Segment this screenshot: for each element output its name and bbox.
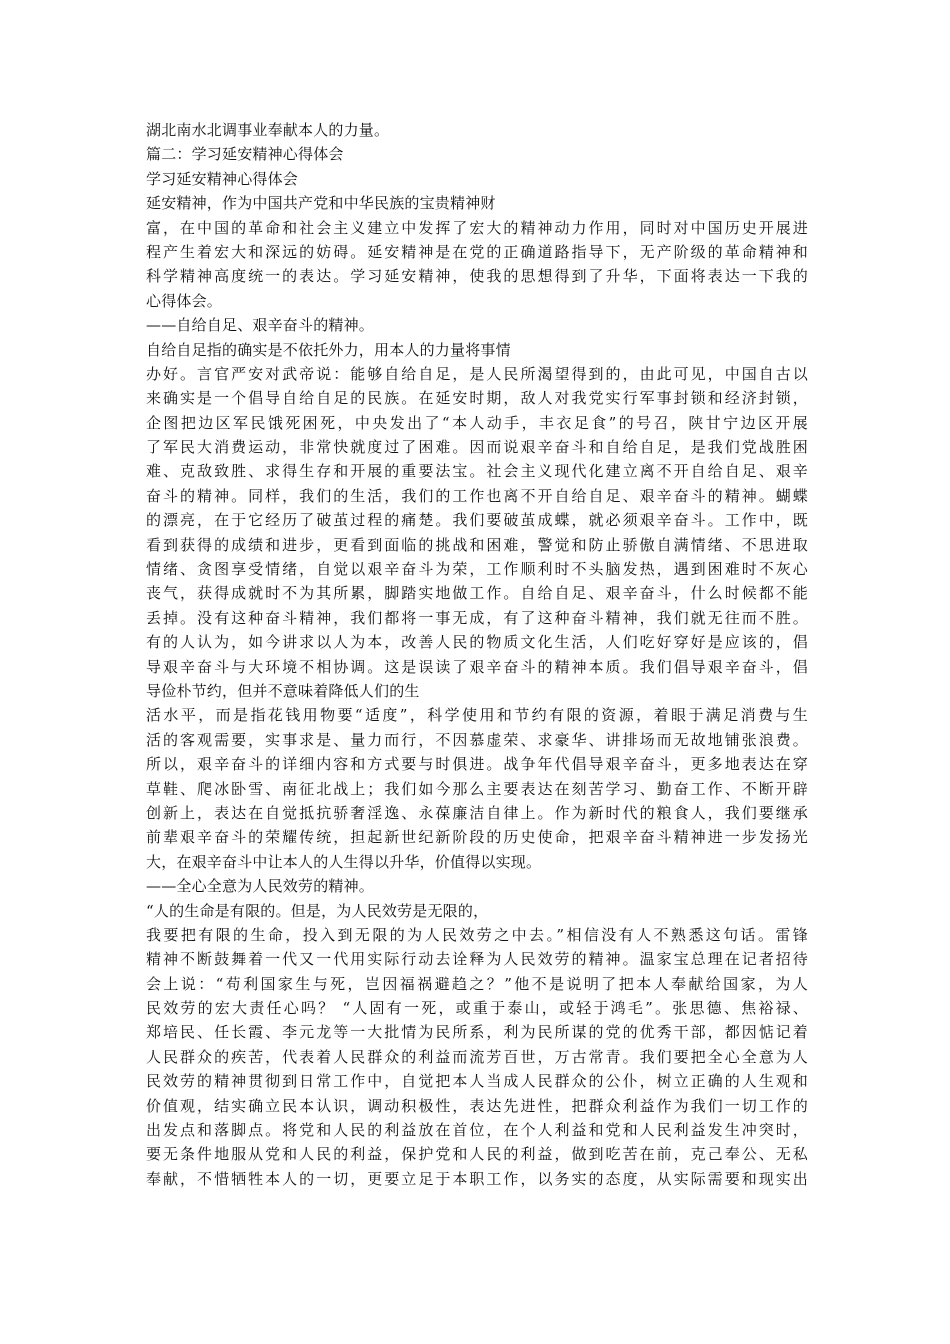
text-line: 出发点和落脚点。将党和人民的利益放在首位，在个人利益和党和人民利益发生冲突时， xyxy=(146,1121,808,1140)
text-line: 篇二：学习延安精神心得体会 xyxy=(146,145,344,164)
text-line: 导艰辛奋斗与大环境不相协调。这是误读了艰辛奋斗的精神本质。我们倡导艰辛奋斗，倡 xyxy=(146,657,808,676)
text-line: 民效劳的宏大责任心吗？ “人固有一死，或重于泰山，或轻于鸿毛”。张思德、焦裕禄、 xyxy=(146,999,808,1018)
text-line: 奉献，不惜牺牲本人的一切，更要立足于本职工作，以务实的态度，从实际需要和现实出 xyxy=(146,1169,808,1188)
text-line: 郑培民、任长霞、李元龙等一大批情为民所系，利为民所谋的党的优秀干部，都因惦记着 xyxy=(146,1023,808,1042)
text-line: 科学精神高度统一的表达。学习延安精神，使我的思想得到了升华，下面将表达一下我的 xyxy=(146,267,808,286)
text-line: 来确实是一个倡导自给自足的民族。在延安时期，敌人对我党实行军事封锁和经济封锁， xyxy=(146,389,808,408)
text-line: 民效劳的精神贯彻到日常工作中，自觉把本人当成人民群众的公仆，树立正确的人生观和 xyxy=(146,1072,808,1091)
text-line: 心得体会。 xyxy=(146,291,223,310)
text-line: 企图把边区军民饿死困死，中央发出了“本人动手，丰衣足食”的号召，陕甘宁边区开展 xyxy=(146,413,808,432)
text-line: 精神不断鼓舞着一代又一代用实际行动去诠释为人民效劳的精神。温家宝总理在记者招待 xyxy=(146,950,808,969)
text-line: 导俭朴节约，但并不意味着降低人们的生 xyxy=(146,681,420,700)
text-line: ——全心全意为人民效劳的精神。 xyxy=(146,877,375,896)
text-line: 看到获得的成绩和进步，更看到面临的挑战和困难，警觉和防止骄傲自满情绪、不思进取 xyxy=(146,535,808,554)
text-line: 延安精神，作为中国共产党和中华民族的宝贵精神财 xyxy=(146,194,496,213)
text-line: 我要把有限的生命，投入到无限的为人民效劳之中去。”相信没有人不熟悉这句话。雷锋 xyxy=(146,925,808,944)
text-line: 情绪、贪图享受情绪，自觉以艰辛奋斗为荣，工作顺利时不头脑发热，遇到困难时不灰心 xyxy=(146,560,808,579)
text-line: 学习延安精神心得体会 xyxy=(146,169,299,188)
text-line: 活的客观需要，实事求是、量力而行，不因慕虚荣、求豪华、讲排场而无故地铺张浪费。 xyxy=(146,730,808,749)
text-line: 要无条件地服从党和人民的利益，保护党和人民的利益，做到吃苦在前，克己奉公、无私 xyxy=(146,1145,808,1164)
text-line: 程产生着宏大和深远的妨碍。延安精神是在党的正确道路指导下，无产阶级的革命精神和 xyxy=(146,242,808,261)
text-line: 的漂亮，在于它经历了破茧过程的痛楚。我们要破茧成蝶，就必须艰辛奋斗。工作中，既 xyxy=(146,511,808,530)
text-line: 价值观，结实确立民本认识，调动积极性，表达先进性，把群众利益作为我们一切工作的 xyxy=(146,1096,808,1115)
text-line: 自给自足指的确实是不依托外力，用本人的力量将事情 xyxy=(146,340,511,359)
text-line: 所以，艰辛奋斗的详细内容和方式要与时俱进。战争年代倡导艰辛奋斗，更多地表达在穿 xyxy=(146,755,808,774)
text-line: ——自给自足、艰辛奋斗的精神。 xyxy=(146,316,375,335)
text-line: 会上说：“苟利国家生与死，岂因福祸避趋之？”他不是说明了把本人奉献给国家，为人 xyxy=(146,974,808,993)
document-body xyxy=(146,118,808,1191)
text-line: 办好。言官严安对武帝说：能够自给自足，是人民所渴望得到的，由此可见，中国自古以 xyxy=(146,364,808,383)
text-line: 富，在中国的革命和社会主义建立中发挥了宏大的精神动力作用，同时对中国历史开展进 xyxy=(146,218,808,237)
text-line: 人民群众的疾苦，代表着人民群众的利益而流芳百世，万古常青。我们要把全心全意为人 xyxy=(146,1047,808,1066)
text-line: “人的生命是有限的。但是，为人民效劳是无限的， xyxy=(146,901,489,920)
text-line: 前辈艰辛奋斗的荣耀传统，担起新世纪新阶段的历史使命，把艰辛奋斗精神进一步发扬光 xyxy=(146,828,808,847)
text-line: 活水平，而是指花钱用物要“适度”，科学使用和节约有限的资源，着眼于满足消费与生 xyxy=(146,706,808,725)
text-line: 湖北南水北调事业奉献本人的力量。 xyxy=(146,121,390,139)
text-line: 有的人认为，如今讲求以人为本，改善人民的物质文化生活，人们吃好穿好是应该的，倡 xyxy=(146,633,808,652)
text-line: 草鞋、爬冰卧雪、南征北战上；我们如今那么主要表达在刻苦学习、勤奋工作、不断开辟 xyxy=(146,779,808,798)
text-line: 大，在艰辛奋斗中让本人的人生得以升华，价值得以实现。 xyxy=(146,852,542,871)
text-line: 丢掉。没有这种奋斗精神，我们都将一事无成，有了这种奋斗精神，我们就无往而不胜。 xyxy=(146,608,808,627)
text-line: 了军民大消费运动，非常快就度过了困难。因而说艰辛奋斗和自给自足，是我们党战胜困 xyxy=(146,438,808,457)
text-line: 奋斗的精神。同样，我们的生活，我们的工作也离不开自给自足、艰辛奋斗的精神。蝴蝶 xyxy=(146,486,808,505)
text-line: 丧气，获得成就时不为其所累，脚踏实地做工作。自给自足、艰辛奋斗，什么时候都不能 xyxy=(146,584,808,603)
text-line: 创新上，表达在自觉抵抗骄奢淫逸、永葆廉洁自律上。作为新时代的粮食人，我们要继承 xyxy=(146,803,808,822)
text-line: 难、克敌致胜、求得生存和开展的重要法宝。社会主义现代化建立离不开自给自足、艰辛 xyxy=(146,462,808,481)
